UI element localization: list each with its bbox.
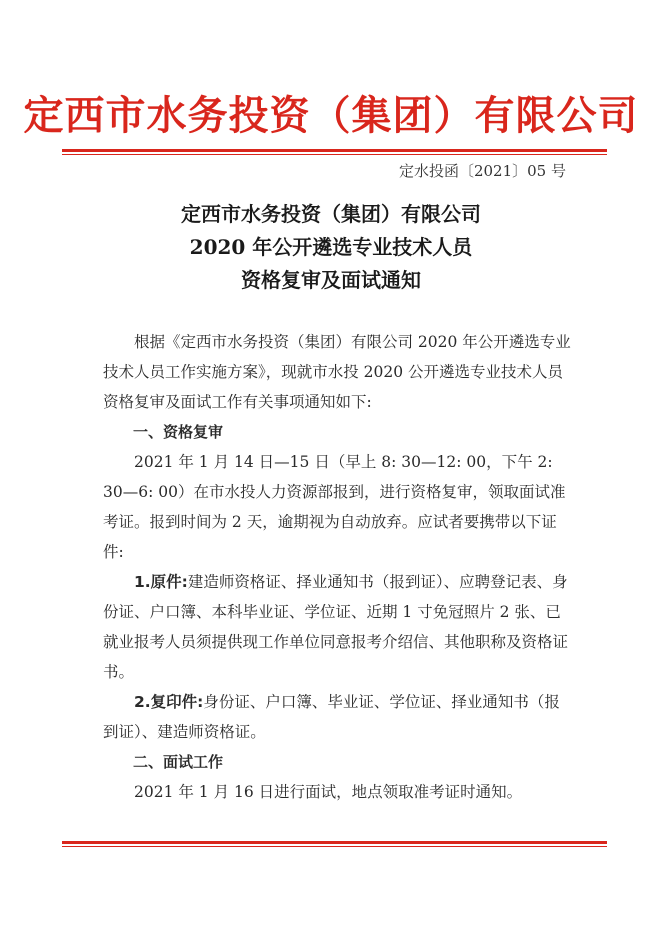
section2-heading: 二、面试工作 — [133, 753, 224, 771]
document-body — [103, 327, 573, 807]
footer-rule-thick — [62, 841, 607, 844]
intro-paragraph: 根据《定西市水务投资（集团）有限公司 2020 年公开遴选专业技术人员工作实施方案》，现就市水投 2020 公开遴选专业技术人员资格复审及面试工作有关事项通知如下: — [103, 333, 571, 411]
title-line-1: 定西市水务投资（集团）有限公司 — [181, 202, 481, 226]
letterhead-rule-thin — [62, 154, 607, 155]
title-line-2: 2020 年公开遴选专业技术人员 — [189, 235, 473, 259]
section1-paragraph: 2021 年 1 月 14 日—15 日（早上 8: 30—12: 00，下午 2: 30—6: 00）在市水投人力资源部报到，进行资格复审，领取面试准考证。报到时间为 2 天，逾期视为自动放弃。应试者要携带以下证件: — [103, 453, 566, 561]
copies-item — [103, 687, 573, 747]
originals-item — [103, 567, 573, 687]
section1-heading: 一、资格复审 — [133, 423, 224, 441]
originals-label: 1.原件: — [134, 573, 188, 591]
letterhead-org-name: 定西市水务投资（集团）有限公司 — [23, 92, 639, 139]
originals-text: 建造师资格证、择业通知书（报到证）、应聘登记表、身份证、户口簿、本科毕业证、学位证、近期 1 寸免冠照片 2 张、已就业报考人员须提供现工作单位同意报考介绍信、其他职称及资格证书。 — [103, 573, 569, 681]
footer-rule-thin — [62, 846, 607, 847]
letterhead-rule-thick — [62, 149, 607, 152]
copies-label: 2.复印件: — [134, 693, 204, 711]
copies-text: 身份证、户口簿、毕业证、学位证、择业通知书（报到证）、建造师资格证。 — [103, 693, 560, 741]
section2-paragraph: 2021 年 1 月 16 日进行面试，地点领取准考证时通知。 — [134, 783, 523, 801]
title-line-3: 资格复审及面试通知 — [241, 268, 421, 292]
title-block — [0, 198, 662, 297]
doc-number: 定水投函〔2021〕05 号 — [398, 162, 566, 180]
